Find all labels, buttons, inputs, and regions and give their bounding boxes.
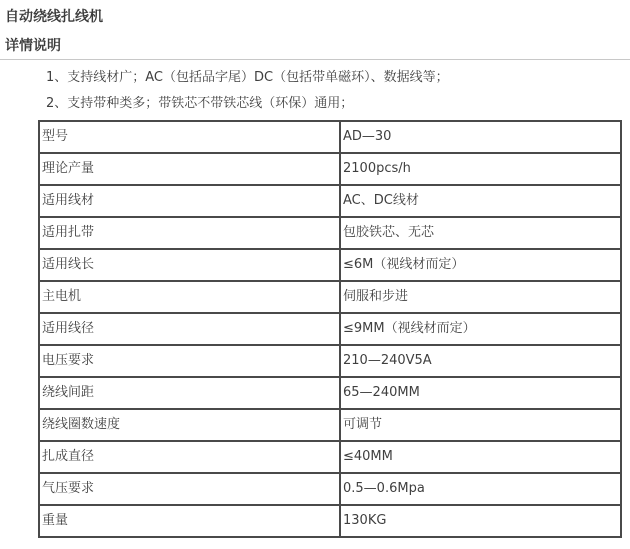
spec-value-cell: ≤40MM: [340, 441, 621, 473]
feature-line-1: 1、支持线材广；AC（包括品字尾）DC（包括带单磁环）、数据线等；: [46, 70, 449, 85]
spec-row: [39, 473, 621, 505]
section-title: 详情说明: [5, 38, 61, 54]
feature-line-2: 2、支持带种类多；带铁芯不带铁芯线（环保）通用；: [46, 96, 354, 111]
spec-value-cell: ≤9MM（视线材而定）: [340, 313, 621, 345]
spec-value-cell: 210—240V5A: [340, 345, 621, 377]
spec-row: [39, 377, 621, 409]
spec-row: [39, 217, 621, 249]
spec-label-cell: 重量: [39, 505, 340, 537]
spec-value-cell: 2100pcs/h: [340, 153, 621, 185]
spec-label-cell: 适用扎带: [39, 217, 340, 249]
spec-value-cell: 0.5—0.6Mpa: [340, 473, 621, 505]
spec-label-cell: 理论产量: [39, 153, 340, 185]
spec-value-cell: AC、DC线材: [340, 185, 621, 217]
spec-label-cell: 适用线径: [39, 313, 340, 345]
spec-label-cell: 适用线材: [39, 185, 340, 217]
spec-value-cell: 伺服和步进: [340, 281, 621, 313]
spec-row: [39, 121, 621, 153]
spec-row: [39, 313, 621, 345]
spec-label-cell: 主电机: [39, 281, 340, 313]
spec-label-cell: 绕线间距: [39, 377, 340, 409]
spec-row: [39, 281, 621, 313]
spec-label-cell: 适用线长: [39, 249, 340, 281]
spec-value-cell: 65—240MM: [340, 377, 621, 409]
spec-value-cell: 可调节: [340, 409, 621, 441]
spec-value-cell: 包胶铁芯、无芯: [340, 217, 621, 249]
spec-label-cell: 气压要求: [39, 473, 340, 505]
spec-label-cell: 绕线圈数速度: [39, 409, 340, 441]
spec-table-body: [39, 121, 621, 537]
spec-value-cell: AD—30: [340, 121, 621, 153]
spec-row: [39, 409, 621, 441]
spec-row: [39, 345, 621, 377]
spec-value-cell: 130KG: [340, 505, 621, 537]
spec-label-cell: 扎成直径: [39, 441, 340, 473]
spec-row: [39, 153, 621, 185]
page-title: 自动绕线扎线机: [5, 9, 103, 25]
spec-value-cell: ≤6M（视线材而定）: [340, 249, 621, 281]
spec-row: [39, 249, 621, 281]
spec-table: [38, 120, 622, 538]
spec-label-cell: 型号: [39, 121, 340, 153]
spec-label-cell: 电压要求: [39, 345, 340, 377]
spec-row: [39, 505, 621, 537]
spec-row: [39, 185, 621, 217]
spec-row: [39, 441, 621, 473]
